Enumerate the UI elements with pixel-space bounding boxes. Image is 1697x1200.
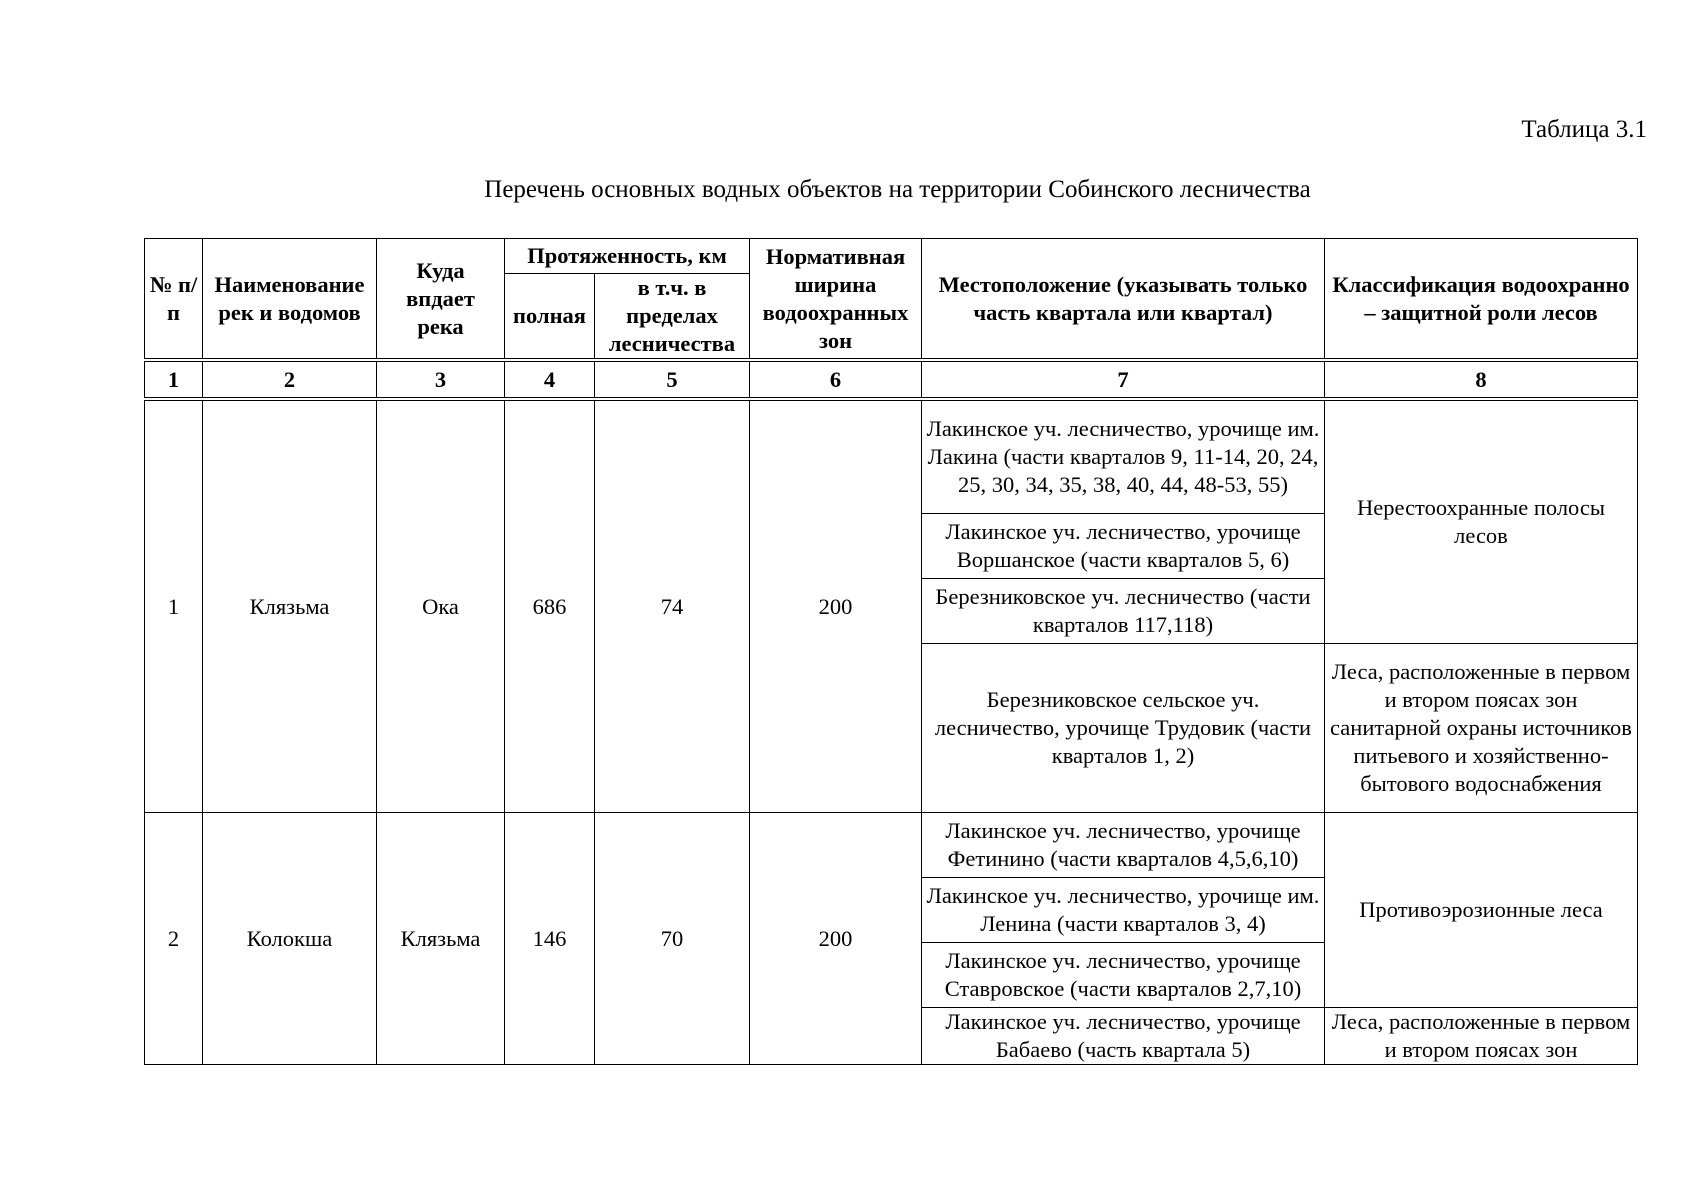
location-cell: Лакинское уч. лесничество, урочище Ставровское (части кварталов 2,7,10) xyxy=(922,943,1325,1008)
river-zone-width: 200 xyxy=(750,813,922,1065)
column-number: 7 xyxy=(922,360,1325,399)
river-length-within: 70 xyxy=(595,813,750,1065)
header-length-within: в т.ч. в пределах лесничества xyxy=(595,274,750,361)
location-cell: Лакинское уч. лесничество, урочище им. Лакина (части кварталов 9, 11-14, 20, 24, 25, 30, 34, 35, 38, 40, 44, 48-53, 55) xyxy=(922,399,1325,514)
header-name: Наименование рек и водомов xyxy=(203,239,377,361)
location-cell: Лакинское уч. лесничество, урочище им. Ленина (части кварталов 3, 4) xyxy=(922,878,1325,943)
river-num: 1 xyxy=(145,399,203,813)
river-mouth: Клязьма xyxy=(377,813,505,1065)
location-cell: Березниковское уч. лесничество (части кварталов 117,118) xyxy=(922,579,1325,644)
classification-cell: Леса, расположенные в первом и втором поясах зон санитарной охраны источников питьевого и хозяйственно-бытового водоснабжения xyxy=(1325,644,1638,813)
location-cell: Лакинское уч. лесничество, урочище Воршанское (части кварталов 5, 6) xyxy=(922,514,1325,579)
table-label: Таблица 3.1 xyxy=(1521,116,1647,143)
header-classification: Классификация водоохранно – защитной роли лесов xyxy=(1325,239,1638,361)
river-mouth: Ока xyxy=(377,399,505,813)
river-num: 2 xyxy=(145,813,203,1065)
location-cell: Березниковское сельское уч. лесничество, урочище Трудовик (части кварталов 1, 2) xyxy=(922,644,1325,813)
column-number: 6 xyxy=(750,360,922,399)
classification-cell: Противоэрозионные леса xyxy=(1325,813,1638,1008)
table-row xyxy=(145,813,1638,878)
classification-cell: Нерестоохранные полосы лесов xyxy=(1325,399,1638,644)
location-cell: Лакинское уч. лесничество, урочище Фетинино (части кварталов 4,5,6,10) xyxy=(922,813,1325,878)
header-length: Протяженность, км xyxy=(505,239,750,274)
river-length-within: 74 xyxy=(595,399,750,813)
column-number: 1 xyxy=(145,360,203,399)
river-length-full: 146 xyxy=(505,813,595,1065)
water-objects-table xyxy=(144,238,1638,1065)
header-length-full: полная xyxy=(505,274,595,361)
column-number: 3 xyxy=(377,360,505,399)
river-name: Клязьма xyxy=(203,399,377,813)
header-location: Местоположение (указывать только часть квартала или квартал) xyxy=(922,239,1325,361)
column-number: 8 xyxy=(1325,360,1638,399)
column-number-row xyxy=(145,360,1638,399)
river-name: Колокша xyxy=(203,813,377,1065)
location-cell: Лакинское уч. лесничество, урочище Бабаево (часть квартала 5) xyxy=(922,1008,1325,1065)
header-mouth: Куда впдает река xyxy=(377,239,505,361)
header-zone-width: Нормативная ширина водоохранных зон xyxy=(750,239,922,361)
column-number: 4 xyxy=(505,360,595,399)
classification-cell: Леса, расположенные в первом и втором поясах зон xyxy=(1325,1008,1638,1065)
river-zone-width: 200 xyxy=(750,399,922,813)
column-number: 2 xyxy=(203,360,377,399)
table-row xyxy=(145,399,1638,514)
river-length-full: 686 xyxy=(505,399,595,813)
header-num: № п/п xyxy=(145,239,203,361)
document-title: Перечень основных водных объектов на территории Собинского лесничества xyxy=(484,176,1311,203)
column-number: 5 xyxy=(595,360,750,399)
